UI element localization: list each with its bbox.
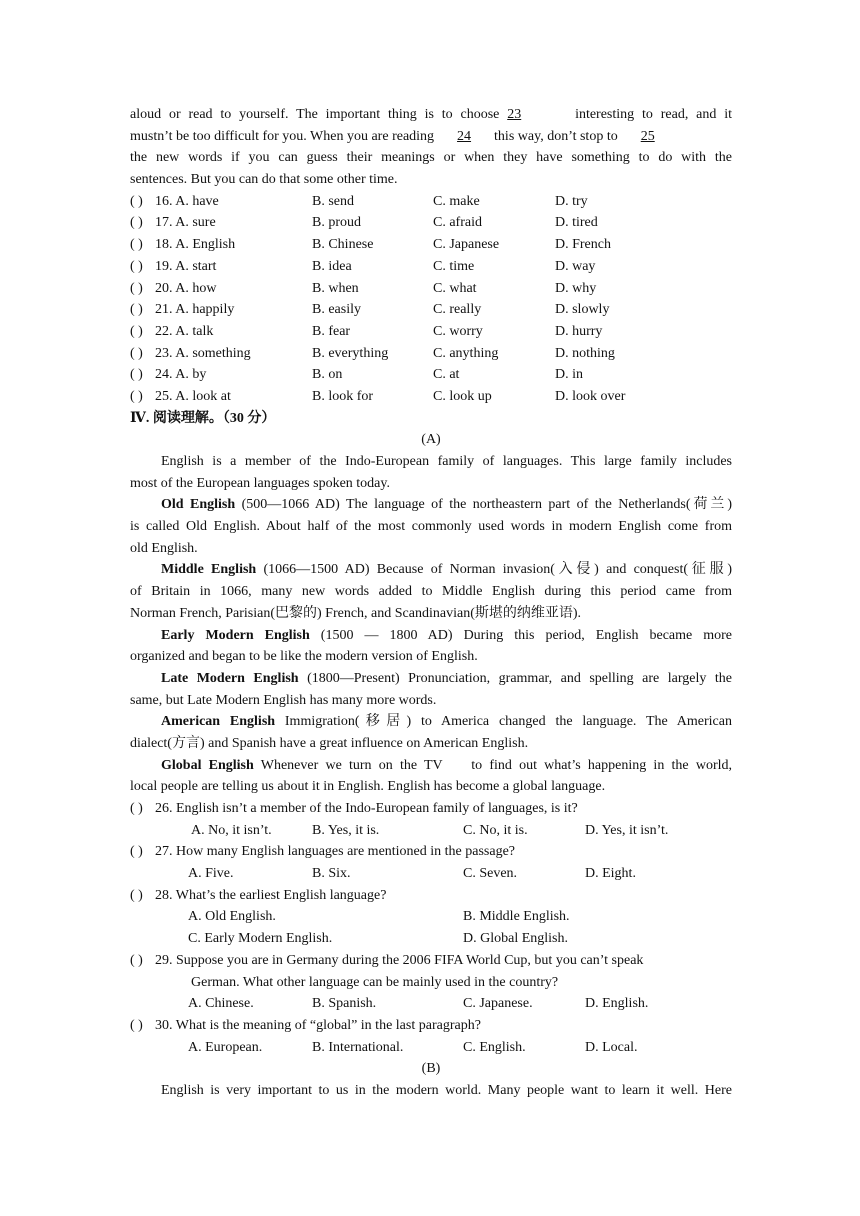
question-30: ( ) 30. What is the meaning of “global” in the last paragraph?: [130, 1017, 481, 1033]
late-modern-2: same, but Late Modern English has many more words.: [130, 692, 437, 708]
global-english-2: local people are telling us about it in English. English has become a global language.: [130, 779, 606, 795]
question-30-options: A. European. B. International. C. English. D. Local.: [188, 1039, 638, 1055]
american-english-1: American English Immigration(移居) to America changed the language. The American: [161, 714, 732, 730]
option-row: ( ) 17. A. sure B. proud C. afraid D. tired: [130, 215, 598, 231]
middle-english-1: Middle English (1066—1500 AD) Because of Norman invasion(入侵) and conquest(征服): [161, 562, 732, 578]
question-29-cont: German. What other language can be mainly used in the country?: [191, 974, 559, 990]
blank-24: 24: [457, 128, 472, 144]
question-26: ( ) 26. English isn’t a member of the Indo-European family of languages, is it?: [130, 801, 578, 816]
american-english-2: dialect(方言) and Spanish have a great influence on American English.: [130, 735, 529, 751]
blank-23: 23: [507, 107, 522, 122]
old-english-3: old English.: [130, 540, 198, 556]
cloze-line-4: sentences. But you can do that some other time.: [130, 172, 398, 188]
blank-25: 25: [640, 128, 655, 144]
global-english-1: Global English Whenever we turn on the TV to find out what’s happening in the world,: [161, 757, 732, 773]
question-27: ( ) 27. How many English languages are mentioned in the passage?: [130, 844, 516, 860]
passage-a-intro-1: English is a member of the Indo-European family of languages. This large family includes: [161, 454, 732, 469]
late-modern-1: Late Modern English (1800—Present) Pronunciation, grammar, and spelling are largely the: [161, 670, 732, 686]
passage-a-label: (A): [421, 432, 441, 448]
early-modern-2: organized and began to be like the modern version of English.: [130, 649, 478, 665]
cloze-line-2: mustn’t be too difficult for you. When you are reading 24 this way, don’t stop to 25: [130, 126, 732, 148]
question-28-options-1: A. Old English. B. Middle English.: [188, 909, 570, 925]
option-row: ( ) 18. A. English B. Chinese C. Japanese D. French: [130, 237, 611, 253]
early-modern-1: Early Modern English (1500 — 1800 AD) During this period, English became more: [161, 627, 733, 643]
section-heading: Ⅳ. 阅读理解。（30 分）: [130, 410, 276, 426]
cloze-line-3: the new words if you can guess their meanings or when they have something to do with the: [130, 150, 732, 166]
option-row: ( ) 24. A. by B. on C. at D. in: [130, 367, 583, 383]
option-row: ( ) 19. A. start B. idea C. time D. way: [130, 258, 596, 274]
middle-english-3: Norman French, Parisian(巴黎的) French, and Scandinavian(斯堪的纳维亚语).: [130, 605, 582, 621]
passage-b-intro-1: English is very important to us in the modern world. Many people want to learn it well. Here: [161, 1082, 732, 1098]
passage-a-intro-2: most of the European languages spoken today.: [130, 475, 390, 491]
old-english-2: is called Old English. About half of the most commonly used words in modern English come from: [130, 519, 732, 535]
options-list: [130, 191, 732, 408]
document-page: [130, 104, 732, 1102]
question-29-options: A. Chinese. B. Spanish. C. Japanese. D. English.: [188, 996, 649, 1012]
passage-b-label: (B): [421, 1061, 441, 1077]
question-29: ( ) 29. Suppose you are in Germany during the 2006 FIFA World Cup, but you can’t speak: [130, 952, 644, 968]
old-english-1: Old English (500—1066 AD) The language of the northeastern part of the Netherlands(荷兰): [161, 497, 732, 513]
question-26-options: A. No, it isn’t. B. Yes, it is. C. No, it is. D. Yes, it isn’t.: [191, 822, 669, 838]
question-27-options: A. Five. B. Six. C. Seven. D. Eight.: [188, 866, 636, 882]
cloze-line-1: aloud or read to yourself. The important thing is to choose 23 interesting to read, and it: [130, 104, 732, 126]
option-row: ( ) 20. A. how B. when C. what D. why: [130, 280, 597, 296]
option-row: ( ) 23. A. something B. everything C. anything D. nothing: [130, 345, 615, 361]
middle-english-2: of Britain in 1066, many new words added to Middle English during this period came from: [130, 584, 732, 600]
option-row: ( ) 16. A. have B. send C. make D. try: [130, 193, 588, 209]
option-row: ( ) 25. A. look at B. look for C. look up D. look over: [130, 388, 626, 404]
question-28-options-2: C. Early Modern English. D. Global English.: [188, 931, 568, 947]
option-row: ( ) 21. A. happily B. easily C. really D. slowly: [130, 302, 610, 318]
question-28: ( ) 28. What’s the earliest English language?: [130, 887, 387, 903]
option-row: ( ) 22. A. talk B. fear C. worry D. hurry: [130, 323, 603, 339]
